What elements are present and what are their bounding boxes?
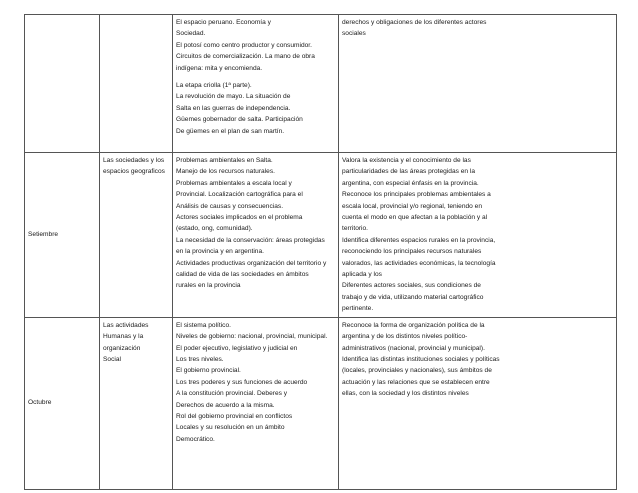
expectation-line: ellas, con la sociedad y los distintos niveles <box>342 390 469 398</box>
contents-cell <box>173 317 339 489</box>
content-line: Problemas ambientales en Salta. <box>176 157 273 164</box>
expectation-line: territorio. <box>342 225 369 233</box>
content-line: La etapa criolla (1ª parte). <box>176 82 252 90</box>
expectation-line: sociales <box>342 30 366 38</box>
content-line: Problemas ambientales a escala local y <box>176 179 292 187</box>
axis-line: Humanas y la <box>103 333 144 341</box>
content-line: indígena: mita y encomienda. <box>176 64 263 72</box>
content-line: Niveles de gobierno: nacional, provincial, municipal. <box>176 333 328 341</box>
content-line: El gobierno provincial. <box>176 367 241 375</box>
content-line: Los tres poderes y sus funciones de acuerdo <box>176 378 308 386</box>
content-line: Güemes gobernador de salta. Participación <box>176 116 303 124</box>
month-cell <box>25 153 100 318</box>
expectation-line: cuenta el modo en que afectan a la población y al <box>342 214 488 222</box>
expectation-line: Reconoce la forma de organización política de la <box>342 321 485 329</box>
expectation-line: particularidades de las áreas protegidas en la <box>342 168 476 176</box>
contents-cell <box>173 153 339 318</box>
expectation-line: Identifica diferentes espacios rurales en la provincia, <box>342 236 496 244</box>
content-line: Circuitos de comercialización. La mano de obra <box>176 53 315 61</box>
content-line: Salta en las guerras de independencia. <box>176 104 291 112</box>
month-label: Setiembre <box>28 231 59 239</box>
content-line: Democrático. <box>176 435 215 443</box>
expectation-line: argentina, con especial énfasis en la provincia. <box>342 179 479 187</box>
expectation-line: escala local, provincial y/o regional, teniendo en <box>342 202 483 210</box>
axis-line: organización <box>103 344 141 352</box>
content-line: La revolución de mayo. La situación de <box>176 93 291 101</box>
month-cell <box>25 317 100 489</box>
expectations-cell <box>339 153 617 318</box>
axis-line: espacios geograficos <box>103 168 165 176</box>
axis-line: Social <box>103 355 121 363</box>
content-line: De güemes en el plan de san martín. <box>176 127 285 135</box>
content-line: calidad de vida de las sociedades en ámbitos <box>176 271 309 279</box>
content-line: El sistema político. <box>176 321 231 329</box>
content-line: Actores sociales implicados en el problema <box>176 214 303 222</box>
axis-cell <box>100 153 173 318</box>
content-line: Locales y su resolución en un ámbito <box>176 424 285 432</box>
content-line: rurales en la provincia <box>176 282 241 290</box>
content-line: Los tres niveles. <box>176 355 224 363</box>
expectation-line: (locales, provinciales y nacionales), sus ámbitos de <box>342 367 492 375</box>
content-line: Derechos de acuerdo a la misma. <box>176 401 275 409</box>
contents-cell <box>173 15 339 153</box>
expectation-line: trabajo y de vida, utilizando material cartográfico <box>342 293 484 301</box>
table-row <box>25 153 617 318</box>
content-line: El potosí como centro productor y consumidor. <box>176 41 312 49</box>
expectations-cell <box>339 15 617 153</box>
content-line: (estado, ong, comunidad). <box>176 225 253 233</box>
expectation-line: derechos y obligaciones de los diferentes actores <box>342 19 487 26</box>
content-line: La necesidad de la conservación: áreas protegidas <box>176 236 325 244</box>
content-line: Provincial. Localización cartográfica para el <box>176 191 303 199</box>
content-line: en la provincia y en argentina. <box>176 248 264 256</box>
axis-line: Las sociedades y los <box>103 157 165 164</box>
table-row <box>25 15 617 153</box>
content-line: Manejo de los recursos naturales. <box>176 168 275 176</box>
expectation-line: argentina y de los distintos niveles político- <box>342 333 468 341</box>
expectation-line: Identifica las distintas instituciones sociales y políticas <box>342 355 500 363</box>
content-line: Análisis de causas y consecuencias. <box>176 202 284 210</box>
axis-cell <box>100 317 173 489</box>
expectation-line: reconociendo los principales recursos naturales <box>342 248 482 256</box>
planning-table <box>24 14 617 490</box>
content-line: A la constitución provincial. Deberes y <box>176 390 288 398</box>
expectation-line: actuación y las relaciones que se establecen entre <box>342 378 490 386</box>
content-line: El espacio peruano. Economía y <box>176 19 271 26</box>
expectation-line: administrativos (nacional, provincial y municipal). <box>342 344 485 352</box>
content-line: El poder ejecutivo, legislativo y judicial en <box>176 344 298 352</box>
content-line: Sociedad. <box>176 30 206 38</box>
expectation-line: Reconoce los principales problemas ambientales a <box>342 191 491 199</box>
content-line: Actividades productivas organización del territorio y <box>176 259 327 267</box>
month-cell <box>25 15 100 153</box>
expectation-line: Diferentes actores sociales, sus condiciones de <box>342 282 481 290</box>
axis-cell <box>100 15 173 153</box>
expectation-line: pertinente. <box>342 305 374 313</box>
expectation-line: valorados, las actividades económicas, la tecnología <box>342 259 496 267</box>
expectation-line: aplicada y los <box>342 271 382 279</box>
axis-line: Las actividades <box>103 321 149 329</box>
month-label: Octubre <box>28 399 52 407</box>
table-row <box>25 317 617 489</box>
content-line: Rol del gobierno provincial en conflictos <box>176 412 293 420</box>
expectation-line: Valora la existencia y el conocimiento de las <box>342 157 471 164</box>
expectations-cell <box>339 317 617 489</box>
